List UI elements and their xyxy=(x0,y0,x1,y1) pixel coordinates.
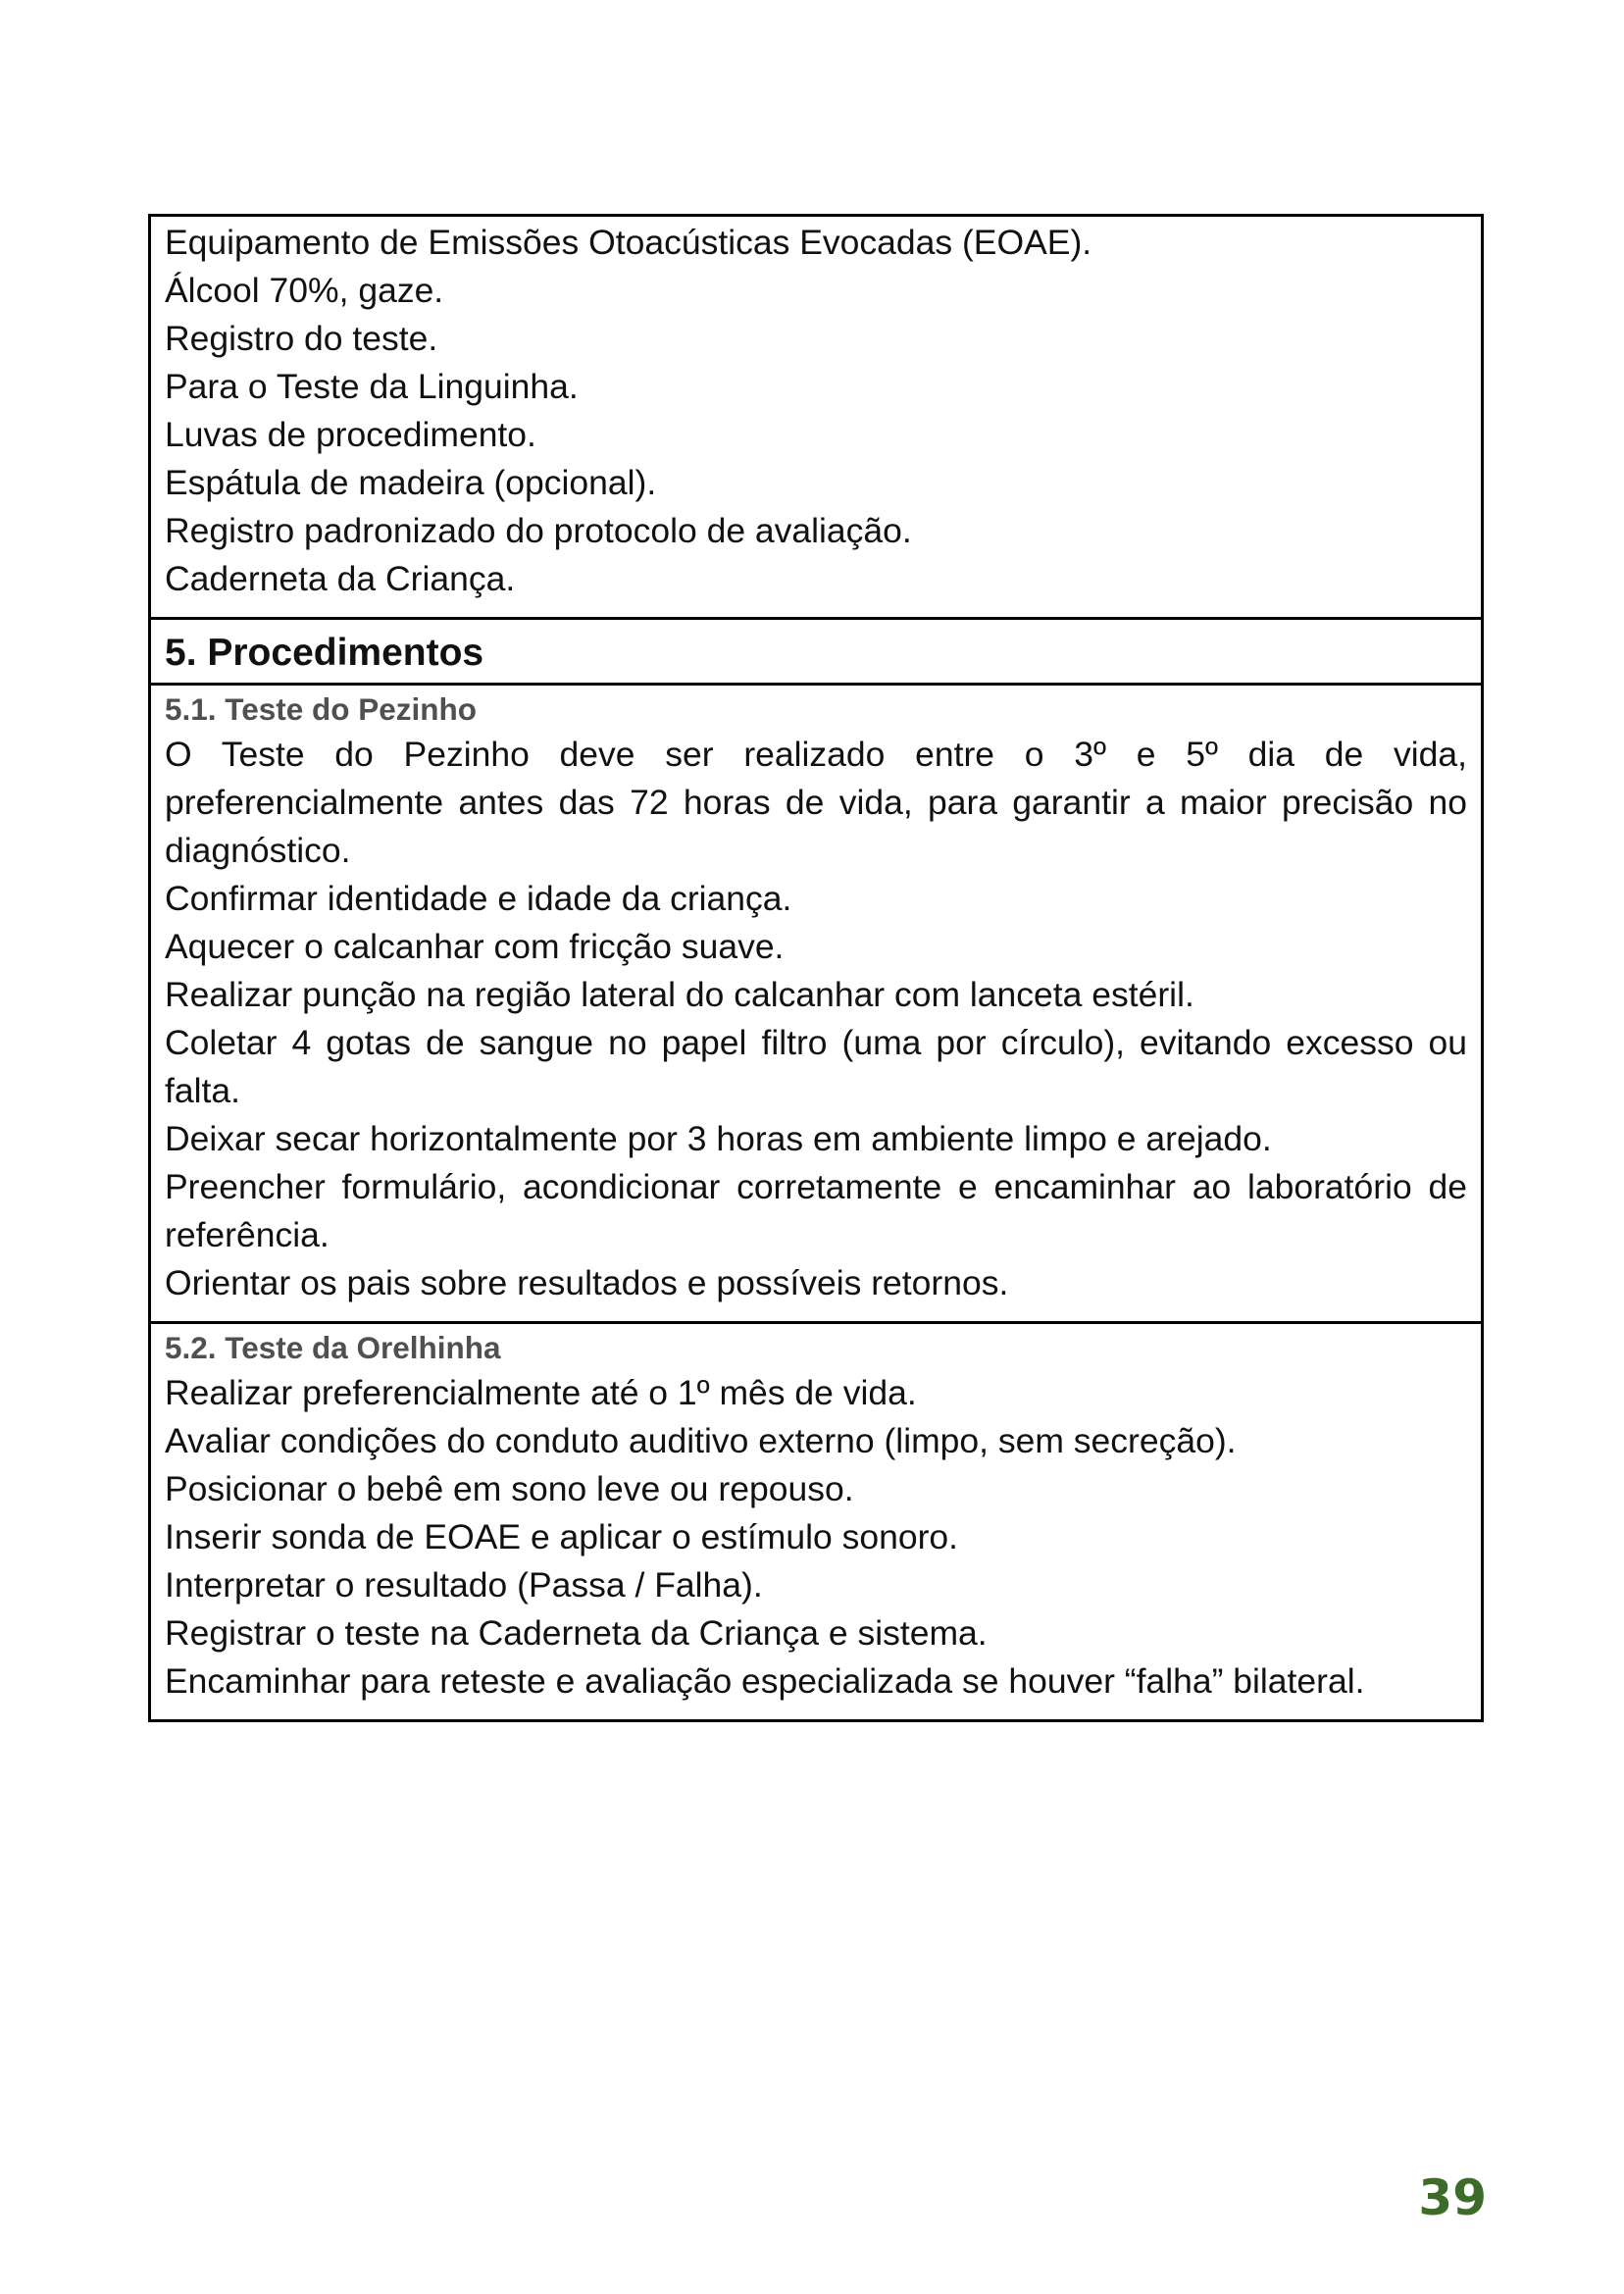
orelhinha-item: Encaminhar para reteste e avaliação especializada se houver “falha” bilateral. xyxy=(165,1661,1365,1701)
pezinho-item: Deixar secar horizontalmente por 3 horas em ambiente limpo e arejado. xyxy=(165,1119,1272,1158)
materials-cell xyxy=(151,217,1481,617)
pezinho-heading: 5.1. Teste do Pezinho xyxy=(165,691,477,727)
orelhinha-item: Avaliar condições do conduto auditivo externo (limpo, sem secreção). xyxy=(165,1421,1237,1460)
orelhinha-cell xyxy=(151,1321,1481,1719)
pezinho-item: Preencher formulário, acondicionar corretamente e encaminhar ao laboratório de referência. xyxy=(165,1167,1467,1254)
pezinho-item: Orientar os pais sobre resultados e possíveis retornos. xyxy=(165,1263,1009,1302)
materials-item: Registro padronizado do protocolo de avaliação. xyxy=(165,511,912,550)
pezinho-item: Realizar punção na região lateral do calcanhar com lanceta estéril. xyxy=(165,975,1194,1014)
orelhinha-heading: 5.2. Teste da Orelhinha xyxy=(165,1330,501,1365)
pezinho-item: Coletar 4 gotas de sangue no papel filtro (uma por círculo), evitando excesso ou falta. xyxy=(165,1023,1467,1110)
materials-item: Álcool 70%, gaze. xyxy=(165,271,444,310)
materials-item: Caderneta da Criança. xyxy=(165,559,516,598)
materials-item: Equipamento de Emissões Otoacústicas Evocadas (EOAE). xyxy=(165,223,1092,262)
materials-item: Registro do teste. xyxy=(165,319,438,358)
page-number: 39 xyxy=(1418,2169,1487,2226)
pezinho-item: O Teste do Pezinho deve ser realizado entre o 3º e 5º dia de vida, preferencialmente antes das 72 horas de vida, para garantir a maior precisão no diagnóstico. xyxy=(165,735,1467,870)
section-title-cell xyxy=(151,617,1481,683)
materials-item: Luvas de procedimento. xyxy=(165,415,536,454)
orelhinha-item: Realizar preferencialmente até o 1º mês de vida. xyxy=(165,1373,917,1412)
orelhinha-item: Posicionar o bebê em sono leve ou repouso. xyxy=(165,1469,854,1508)
materials-item: Espátula de madeira (opcional). xyxy=(165,463,657,502)
orelhinha-item: Registrar o teste na Caderneta da Criança e sistema. xyxy=(165,1613,988,1653)
procedures-table xyxy=(148,214,1484,1722)
orelhinha-item: Interpretar o resultado (Passa / Falha). xyxy=(165,1565,763,1605)
pezinho-item: Confirmar identidade e idade da criança. xyxy=(165,879,792,918)
pezinho-item: Aquecer o calcanhar com fricção suave. xyxy=(165,927,785,966)
pezinho-cell xyxy=(151,683,1481,1321)
materials-item: Para o Teste da Linguinha. xyxy=(165,367,579,406)
orelhinha-item: Inserir sonda de EOAE e aplicar o estímulo sonoro. xyxy=(165,1517,959,1556)
section-title: 5. Procedimentos xyxy=(165,632,484,674)
